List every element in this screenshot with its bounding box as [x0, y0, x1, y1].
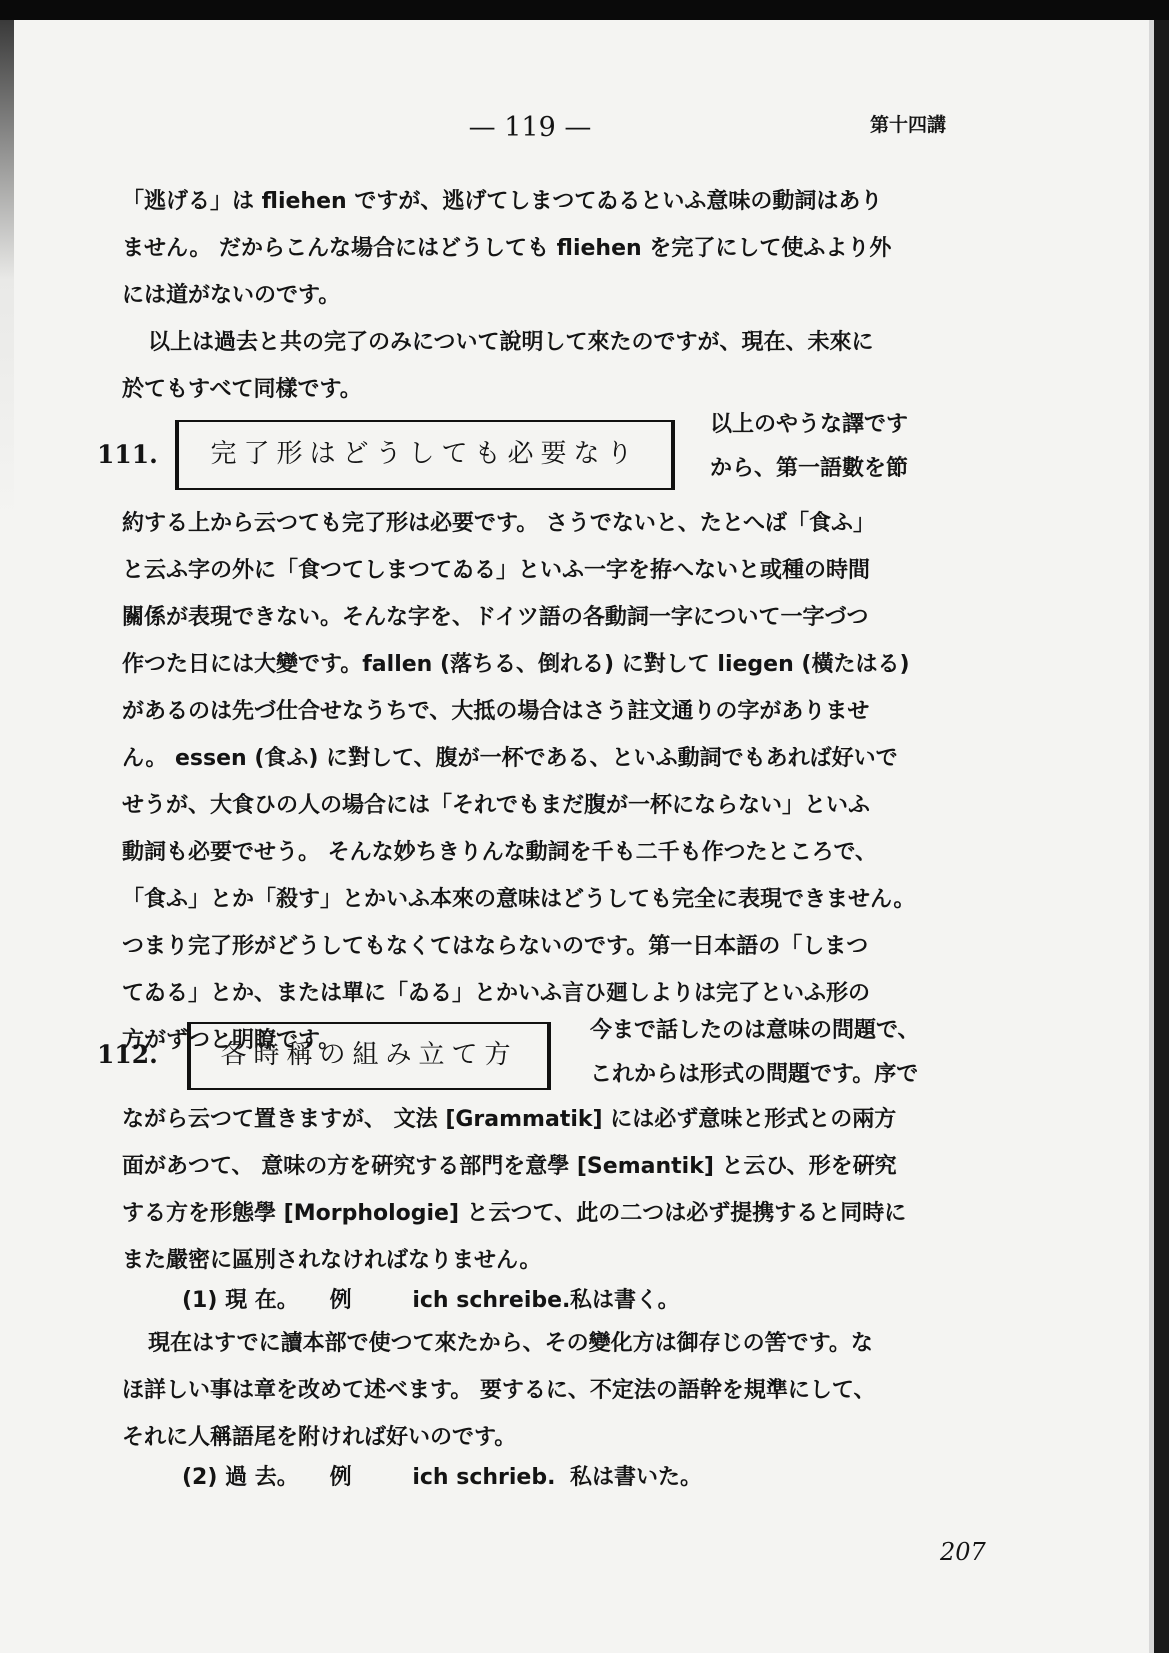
section-112-body	[122, 1096, 970, 1284]
section-112-paragraph	[122, 1320, 970, 1461]
text-line: ながら云つて置きますが、 文法 [Grammatik] には必ず意味と形式との兩方	[122, 1107, 897, 1132]
example-marker: (2) 過 去。	[182, 1465, 299, 1490]
section-112-number: 112.	[97, 1040, 158, 1069]
text-line: ほ詳しい事は章を改めて述べます。 要するに、不定法の語幹を規準にして、	[122, 1378, 876, 1403]
text-line: 面があつて、 意味の方を硏究する部門を意學 [Semantik] と云ひ、形を硏究	[122, 1154, 897, 1179]
scan-left-edge	[0, 20, 14, 1653]
text-line: つまり完了形がどうしてもなくてはならないのです。第一日本語の「しまつ	[122, 934, 869, 959]
text-line: 關係が表現できない。そんな字を、ドイツ語の各動詞一字について一字づつ	[122, 605, 869, 630]
example-german: ich schrieb.	[412, 1465, 556, 1490]
section-111-title-box: 完了形はどうしても必要なり	[175, 420, 675, 490]
text-line: 作つた日には大變です。fallen (落ちる、倒れる) に對して liegen (橫たはる)	[122, 652, 910, 677]
text-line: があるのは先づ仕合せなうちで、大抵の場合はさう註文通りの字がありませ	[122, 699, 870, 724]
example-label: 例	[329, 1465, 352, 1490]
text-line: 於てもすべて同樣です。	[122, 377, 362, 402]
text-line: 動詞も必要でせう。 そんな妙ちきりんな動詞を千も二千も作つたところで、	[122, 840, 878, 865]
text-line: また嚴密に區別されなければなりません。	[122, 1248, 542, 1273]
text-line: 方がずつと明瞭です。	[122, 1028, 341, 1053]
text-line: 以上は過去と共の完了のみについて說明して來たのですが、現在、未來に	[148, 330, 874, 355]
text-line: する方を形態學 [Morphologie] と云つて、此の二つは必ず提携すると同時に	[122, 1201, 907, 1226]
section-112-side-line: これからは形式の問題です。序で	[590, 1062, 919, 1087]
text-line: ん。 essen (食ふ) に對して、腹が一杯である、といふ動詞でもあれば好いで	[122, 746, 898, 771]
text-line: 「食ふ」とか「殺す」とかいふ本來の意味はどうしても完全に表現できません。	[122, 887, 916, 912]
section-111-side-line: 以上のやうな譯です	[710, 412, 909, 437]
section-111-side-line: から、第一語數を節	[710, 456, 909, 481]
text-line: には道がないのです。	[122, 283, 341, 308]
example-label: 例	[329, 1288, 352, 1313]
text-line: 約する上から云つても完了形は必要です。 さうでないと、たとへば「食ふ」	[122, 511, 876, 536]
example-marker: (1) 現 在。	[182, 1288, 299, 1313]
section-112-side-line: 今まで話したのは意味の問題で、	[590, 1018, 920, 1043]
scan-top-edge	[0, 0, 1169, 20]
text-line: せうが、大食ひの人の場合には「それでもまだ腹が一杯にならない」といふ	[122, 793, 871, 818]
intro-paragraph	[122, 178, 970, 413]
scan-right-edge	[1149, 20, 1169, 1653]
text-line: てゐる」とか、または單に「ゐる」とかいふ言ひ廻しよりは完了といふ形の	[122, 981, 871, 1006]
example-japanese: 私は書いた。	[570, 1465, 703, 1490]
running-head: 第十四講	[870, 114, 947, 136]
example-present	[182, 1283, 680, 1314]
section-111-body	[122, 500, 970, 1064]
text-line: それに人稱語尾を附ければ好いのです。	[122, 1425, 517, 1450]
example-german: ich schreibe.	[412, 1288, 571, 1313]
text-line: 現在はすでに讀本部で使つて來たから、その變化方は御存じの筈です。な	[148, 1331, 873, 1356]
example-past	[182, 1460, 702, 1491]
page-number-bottom: 207	[940, 1538, 986, 1566]
text-line: 「逃げる」は fliehen ですが、逃げてしまつてゐるといふ意味の動詞はあり	[122, 189, 883, 214]
example-japanese: 私は書く。	[570, 1288, 680, 1313]
text-line: と云ふ字の外に「食つてしまつてゐる」といふ一字を拵へないと或種の時間	[122, 558, 871, 583]
section-111-number: 111.	[97, 440, 158, 469]
page-number-top: — 119 —	[468, 112, 592, 143]
section-112-title-box: 各時稱の組み立て方	[187, 1022, 551, 1090]
text-line: ません。 だからこんな場合にはどうしても fliehen を完了にして使ふより外	[122, 236, 892, 261]
